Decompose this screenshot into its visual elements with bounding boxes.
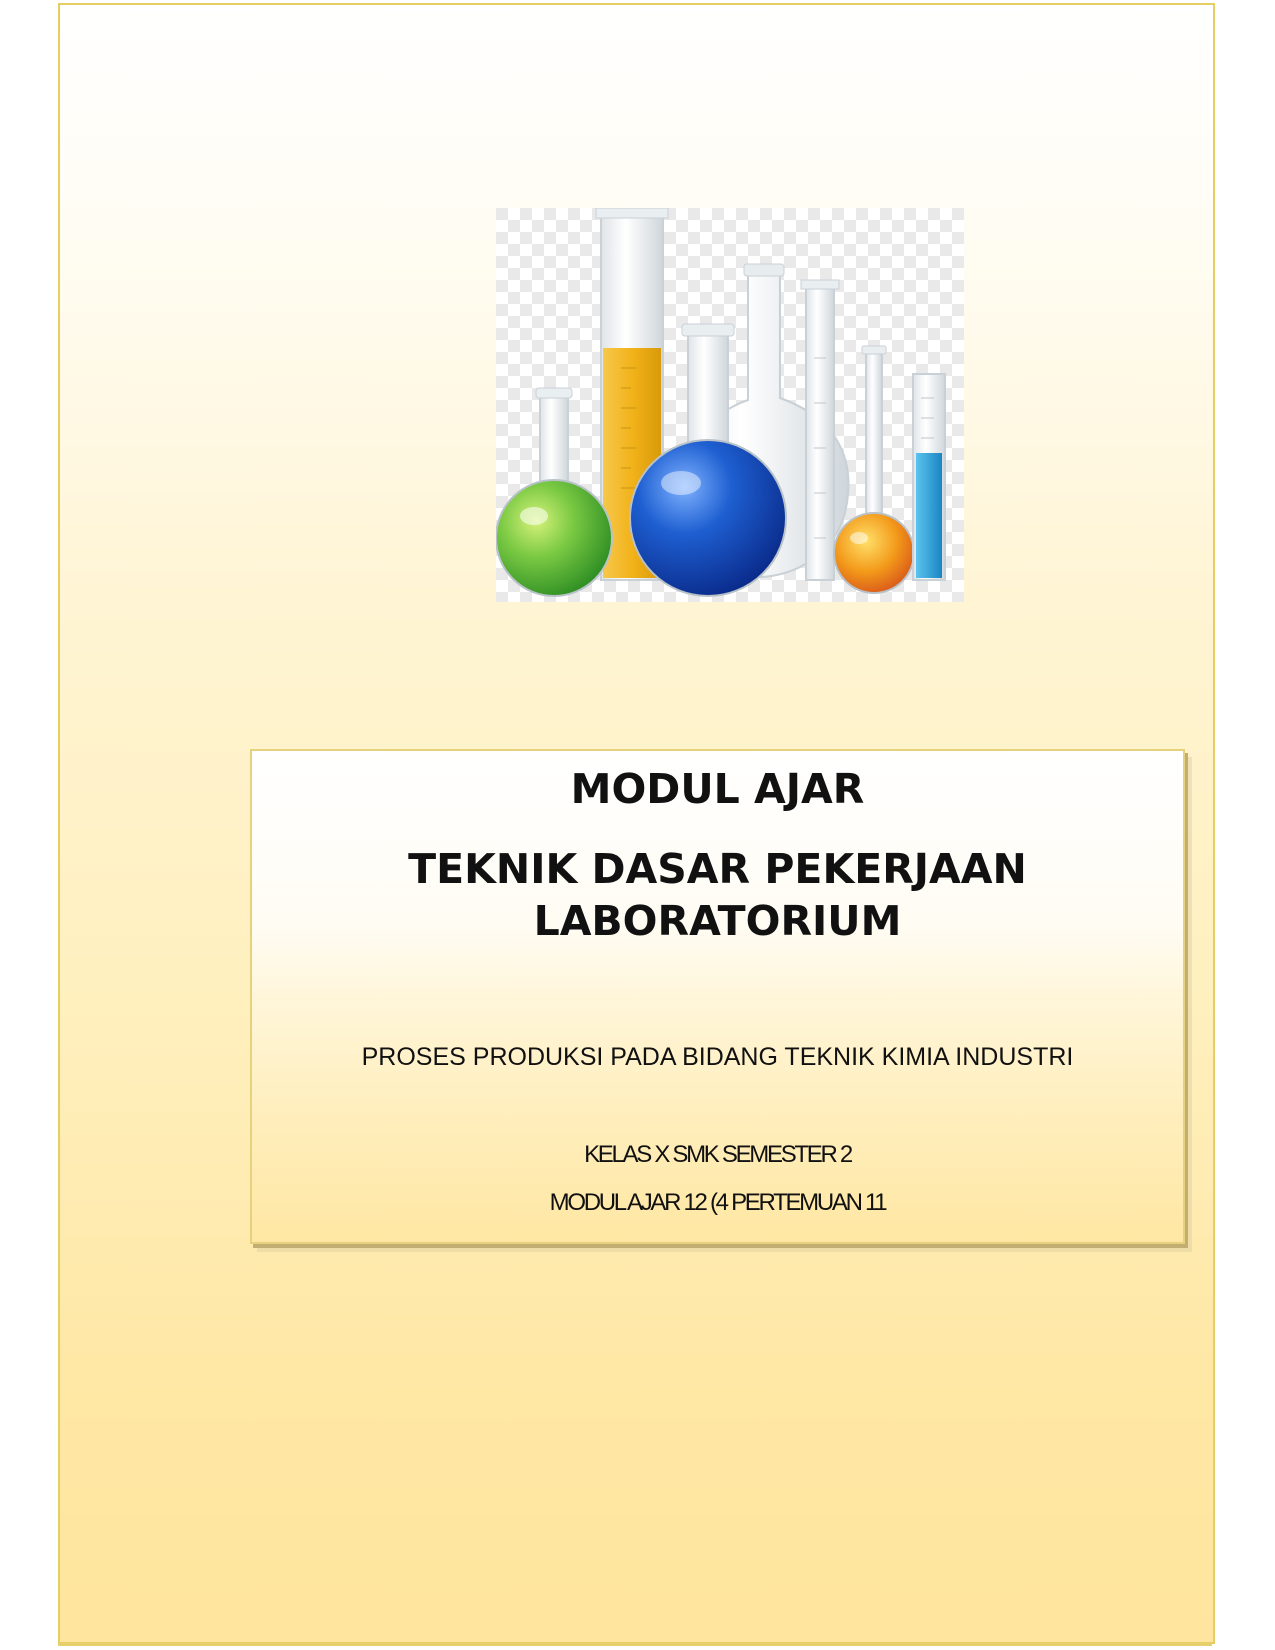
subject-line: PROSES PRODUKSI PADA BIDANG TEKNIK KIMIA INDUSTRI [361, 1043, 1074, 1071]
class-info: KELAS X SMK SEMESTER 2 [584, 1141, 851, 1168]
title-box [250, 749, 1185, 1244]
module-info: MODUL AJAR 12 (4 PERTEMUAN 11 [549, 1189, 886, 1216]
document-title: MODUL AJAR [570, 765, 865, 813]
document-subtitle [252, 843, 1183, 947]
cover-page [58, 3, 1215, 1644]
lab-glassware-icon [496, 208, 964, 602]
subtitle-line-1: TEKNIK DASAR PEKERJAAN [408, 845, 1027, 893]
subtitle-line-2: LABORATORIUM [533, 897, 902, 945]
